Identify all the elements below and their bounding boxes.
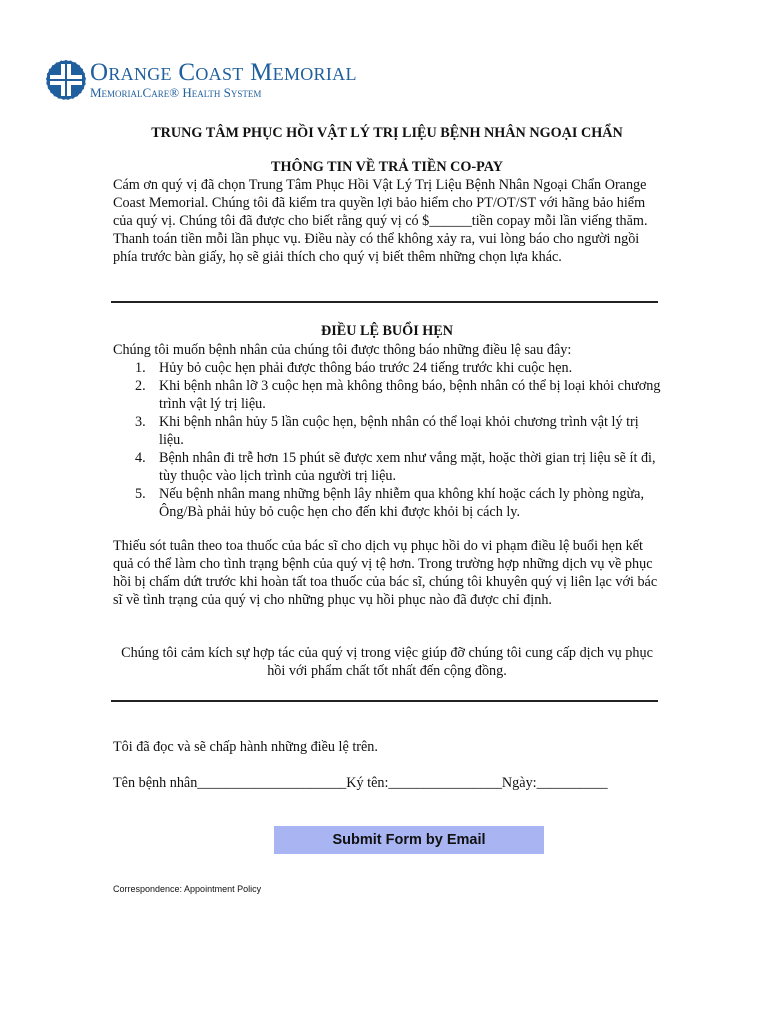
rule-item xyxy=(113,359,661,377)
rule-item xyxy=(113,413,661,449)
appointment-rules-list xyxy=(113,359,661,521)
document-title: TRUNG TÂM PHỤC HỒI VẬT LÝ TRỊ LIỆU BỆNH NHÂN NGOẠI CHẨN xyxy=(151,125,623,141)
rule-item xyxy=(113,377,661,413)
rule-text: Khi bệnh nhân hủy 5 lần cuộc hẹn, bệnh nhân có thể loại khỏi chương trình vật lý trị liệu. xyxy=(159,414,639,448)
rule-number: 3. xyxy=(135,414,146,430)
noncompliance-paragraph: Thiếu sót tuân theo toa thuốc của bác sĩ cho dịch vụ phục hồi do vi phạm điều lệ buổi hẹn kết quả có thể làm cho tình trạng bệnh của quý vị tệ hơn. Trong trường hợp những dịch vụ về phục hồi bị chấm dứt trước khi hoàn tất toa thuốc của bác sĩ, chúng tôi khuyên quý vị liên lạc với bác sĩ về tình trạng của quý vị cho những phục vụ hồi phục nào đã được chỉ định. xyxy=(113,538,658,608)
section-divider xyxy=(111,301,658,303)
rule-text: Nếu bệnh nhân mang những bệnh lây nhiễm qua không khí hoặc cách ly phòng ngừa, Ông/Bà phải hủy bỏ cuộc hẹn cho đến khi được khỏi bị cách ly. xyxy=(159,486,645,520)
thanks-paragraph: Chúng tôi cảm kích sự hợp tác của quý vị trong việc giúp đỡ chúng tôi cung cấp dịch vụ phục hồi với phẩm chất tốt nhất đến cộng đồng. xyxy=(121,645,653,679)
rule-number: 1. xyxy=(135,360,146,376)
rule-number: 5. xyxy=(135,486,146,502)
cross-globe-icon xyxy=(44,58,88,102)
section-divider xyxy=(111,700,658,702)
logo-name: Orange Coast Memorial xyxy=(90,59,357,86)
rule-item xyxy=(113,485,661,521)
footer-note: Correspondence: Appointment Policy xyxy=(113,884,262,894)
rule-text: Hủy bỏ cuộc hẹn phải được thông báo trước 24 tiếng trước khi cuộc hẹn. xyxy=(159,360,573,376)
rule-number: 4. xyxy=(135,450,146,466)
copay-heading: THÔNG TIN VỀ TRẢ TIỀN CO-PAY xyxy=(271,159,503,175)
logo-subtitle: MemorialCare® Health System xyxy=(90,85,262,100)
rule-text: Khi bệnh nhân lỡ 3 cuộc hẹn mà không thông báo, bệnh nhân có thể bị loại khỏi chương trình vật lý trị liệu. xyxy=(159,378,661,412)
rule-item xyxy=(113,449,661,485)
appointment-rules-intro: Chúng tôi muốn bệnh nhân của chúng tôi được thông báo những điều lệ sau đây: xyxy=(113,342,572,358)
organization-logo xyxy=(44,58,404,104)
rule-text: Bệnh nhân đi trễ hơn 15 phút sẽ được xem như vắng mặt, hoặc thời gian trị liệu sẽ ít đi, tùy thuộc vào lịch trình của người trị liệu. xyxy=(159,450,656,484)
copay-paragraph: Cám ơn quý vị đã chọn Trung Tâm Phục Hồi Vật Lý Trị Liệu Bệnh Nhân Ngoại Chẩn Orange Coast Memorial. Chúng tôi đã kiểm tra quyền lợi bảo hiểm cho PT/OT/ST với hãng bảo hiểm của quý vị. Chúng tôi đã được cho biết rằng quý vị có $______tiền copay mỗi lần viếng thăm. Thanh toán tiền mỗi lần phục vụ. Điều này có thể không xảy ra, vui lòng báo cho người ngồi phía trước bàn giấy, họ sẽ giải thích cho quý vị biết thêm những chọn lựa khác. xyxy=(113,177,648,265)
signature-line[interactable]: Tên bệnh nhân_____________________Ký tên:________________Ngày:__________ xyxy=(113,775,608,791)
rule-number: 2. xyxy=(135,378,146,394)
submit-form-by-email-button[interactable]: Submit Form by Email xyxy=(274,826,544,854)
appointment-rules-heading: ĐIỀU LỆ BUỔI HẸN xyxy=(320,323,454,339)
agreement-statement: Tôi đã đọc và sẽ chấp hành những điều lệ trên. xyxy=(113,739,378,755)
